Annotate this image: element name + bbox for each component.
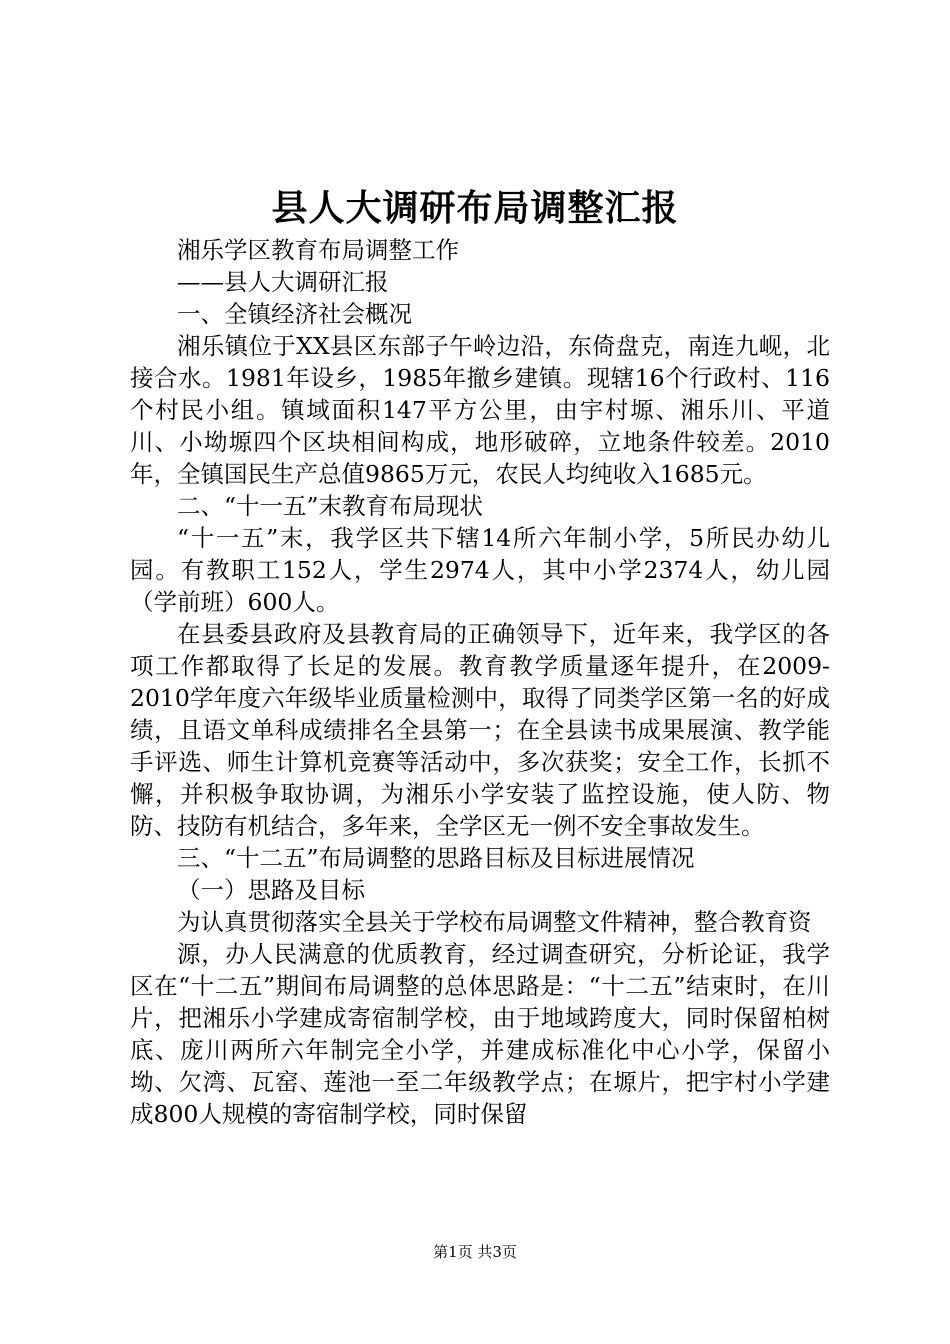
paragraph: 源，办人民满意的优质教育，经过调查研究，分析论证，我学区在“十二五”期间布局调整的总体思路是：“十二五”结束时，在川片，把湘乐小学建成寄宿制学校，由于地域跨度大，同时保留柏树底、庞川两所六年制完全小学，并建成标准化中心小学，保留小坳、欠湾、瓦窑、莲池一至二年级教学点；在塬片，把宇村小学建成800人规模的寄宿制学校，同时保留 <box>130 940 830 1128</box>
document-body <box>130 234 830 1130</box>
section-heading-3: 三、“十二五”布局调整的思路目标及目标进展情况 <box>177 844 695 872</box>
document-title: 县人大调研布局调整汇报 <box>271 187 679 229</box>
paragraph: “十一五”末，我学区共下辖14所六年制小学，5所民办幼儿园。有教职工152人，学生2974人，其中小学2374人，幼儿园（学前班）600人。 <box>130 524 830 616</box>
section-heading-1: 一、全镇经济社会概况 <box>177 300 412 328</box>
paragraph: 在县委县政府及县教育局的正确领导下，近年来，我学区的各项工作都取得了长足的发展。教育教学质量逐年提升，在2009-2010学年度六年级毕业质量检测中，取得了同类学区第一名的好成绩，且语文单科成绩排名全县第一；在全县读书成果展演、教学能手评选、师生计算机竞赛等活动中，多次获奖；安全工作，长抓不懈，并积极争取协调，为湘乐小学安装了监控设施，使人防、物防、技防有机结合，多年来，全学区无一例不安全事故发生。 <box>130 620 830 840</box>
paragraph: 湘乐镇位于XX县区东部子午岭边沿，东倚盘克，南连九岘，北接合水。1981年设乡，1985年撤乡建镇。现辖16个行政村、116个村民小组。镇域面积147平方公里，由宇村塬、湘乐川、平道川、小坳塬四个区块相间构成，地形破碎，立地条件较差。2010年，全镇国民生产总值9865万元，农民人均纯收入1685元。 <box>130 332 830 488</box>
paragraph-subtitle-dash: ——县人大调研汇报 <box>177 268 389 296</box>
subsection-heading-1: （一）思路及目标 <box>177 876 365 904</box>
page-number-footer: 第1页 共3页 <box>433 1243 517 1261</box>
paragraph-subtitle: 湘乐学区教育布局调整工作 <box>177 236 459 264</box>
section-heading-2: 二、“十一五”末教育布局现状 <box>177 492 484 520</box>
paragraph: 为认真贯彻落实全县关于学校布局调整文件精神，整合教育资 <box>177 908 812 936</box>
